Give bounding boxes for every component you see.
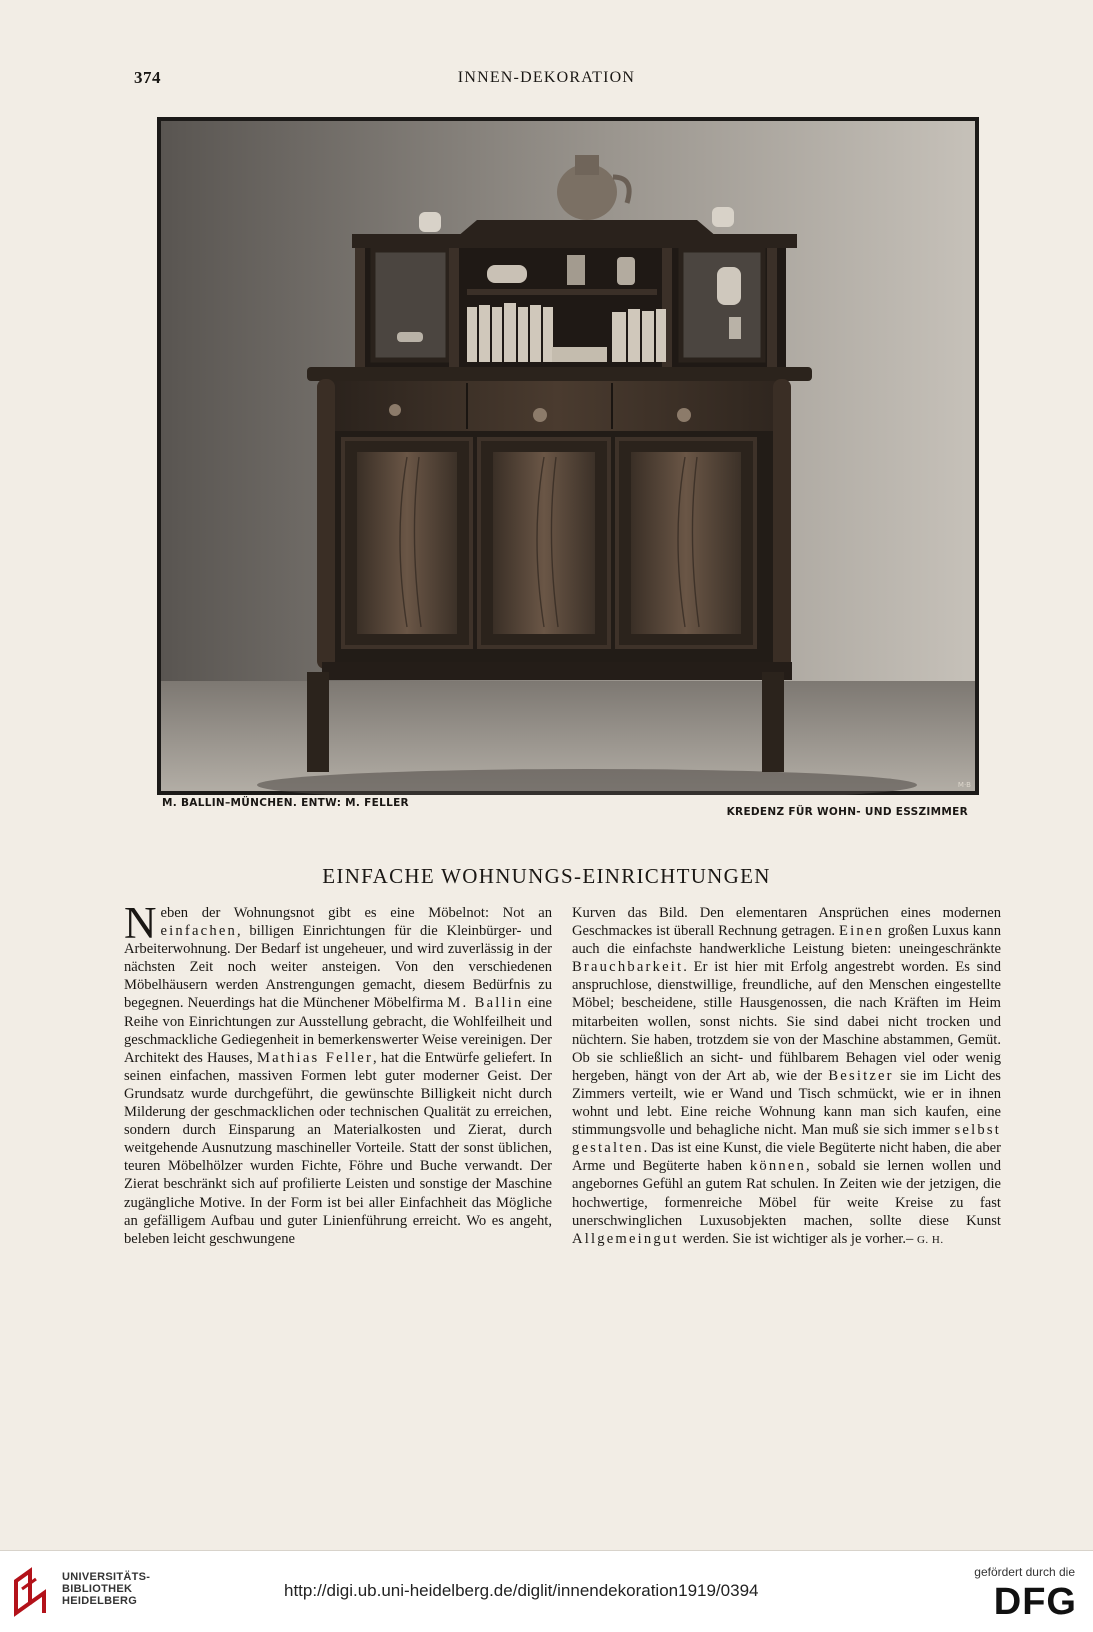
text-run: eben der Wohnungsnot gibt es eine Möbelnot: Not an — [160, 905, 552, 921]
funding-note: gefördert durch die — [974, 1565, 1075, 1579]
article-column-left — [124, 898, 553, 1248]
paragraph — [124, 898, 553, 1248]
drop-cap: N — [124, 898, 157, 948]
photo-signature: M·B — [957, 781, 971, 789]
spaced-emphasis: selbst gestalten — [572, 1122, 1001, 1157]
spaced-emphasis: einfachen — [160, 923, 238, 940]
text-run: , billigen Einrichtungen für die Kleinbürger- und Arbeiterwohnung. Der Bedarf ist ungeheuer, und wird zuverlässig in der nächsten Zeit noch weiter ansteigen. Von den verschiedenen Möbelhäusern werden Anstrengungen gemacht, diesem Bedürfnis zu begegnen. Neuerdings hat die Münchener Möbelfirma — [124, 923, 552, 1012]
library-name-line: BIBLIOTHEK — [62, 1583, 133, 1595]
dfg-logo[interactable]: DFG — [993, 1581, 1077, 1623]
running-head — [0, 68, 1093, 92]
viewer-footer — [0, 1550, 1093, 1632]
cabinet-photograph — [157, 117, 979, 795]
spaced-emphasis: Einen — [838, 923, 884, 940]
text-run: sie im Licht des Zimmers verteilt, wie er Wand und Tisch schmückt, wie er in ihnen wohnt und lebt. Eine reiche Wohnung kann man sich kaufen, eine stimmungsvolle und behagliche nicht. Man muß sie sich immer — [572, 1067, 1001, 1139]
cabinet-illustration — [157, 117, 979, 795]
library-name-line: UNIVERSITÄTS- — [62, 1571, 151, 1583]
text-run: Kurven das Bild. Den elementaren Ansprüchen eines modernen Geschmackes ist überall Rechnung getragen. — [572, 905, 1001, 940]
paragraph — [572, 904, 1001, 1249]
text-run: , hat die Entwürfe geliefert. In seinen einfachen, massiven Formen lebt guter moderner Geist. Der Grundsatz wurde durchgeführt, die gewünschte Billigkeit nicht durch Milderung der geschmacklichen oder technischen Qualität zu erreichen, sondern durch Einsparung an Materialkosten und Zierat, durch weitgehende Ausnutzung maschineller Vorteile. Statt der sonst üblichen, teuren Möbelhölzer wurden Fichte, Föhre und Buche verwandt. Der Zierat beschränkt sich auf profilierte Leisten und sonstige der Maschine zugängliche Motive. In der Form ist bei aller Einfachheit das Mögliche an gefälligem Aufbau und guter Linienführung erreicht. Wo es angeht, beleben leicht geschwungene — [124, 1049, 553, 1247]
text-run: . Er ist hier mit Erfolg angestrebt worden. Es sind anspruchlose, dienstwillige, freundliche, auf den Menschen eingestellte Möbel; bescheidene, stille Hausgenossen, die nach Kräften im Heim mitarbeiten wollen, sonst nichts. Sie sind dabei nicht trocken und nüchtern. Sie haben, trotzdem sie von der Maschine abstammen, Gemüt. Ob sie schließlich an sicht- und fühlbarem Behagen viel oder wenig hergeben, hängt von der Art ab, wie der — [572, 959, 1001, 1084]
library-name-line: HEIDELBERG — [62, 1595, 138, 1607]
spaced-emphasis: Brauchbarkeit — [572, 959, 684, 976]
journal-title: INNEN-DEKORATION — [457, 69, 636, 86]
text-run: eine Reihe von Einrichtungen zur Ausstellung gebracht, die Wohlfeilheit und geschmackliche Gediegenheit in bemerkenswerter Weise vereinigen. Der Architekt des Hauses, — [124, 995, 552, 1066]
permalink-url[interactable]: http://digi.ub.uni-heidelberg.de/diglit/innendekoration1919/0394 — [284, 1581, 759, 1600]
spaced-emphasis: Mathias Feller — [256, 1049, 374, 1066]
university-library-name — [62, 1571, 150, 1607]
text-run: großen Luxus kann auch die einfachste handwerkliche Leistung bieten: uneingeschränkte — [572, 923, 1001, 958]
university-library-logo-icon[interactable] — [10, 1567, 56, 1617]
text-run: , sobald sie lernen wollen und angebornes Gefühl an gutem Rat schulen. In Zeiten wie der jetzigen, die hochwertige, formenreiche Möbel für weite Kreise zu fast unerschwinglichen Luxusobjekten machen, sollte diese Kunst — [572, 1158, 1001, 1229]
text-run: . Das ist eine Kunst, die viele Begüterte nicht haben, die aber Arme und Begüterte haben — [572, 1140, 1001, 1175]
figure-caption: KREDENZ FÜR WOHN- UND ESSZIMMER — [726, 806, 968, 818]
spaced-emphasis: M. Ballin — [447, 995, 524, 1012]
article-title: EINFACHE WOHNUNGS-EINRICHTUNGEN — [322, 864, 771, 888]
author-signature: G. H. — [916, 1233, 944, 1246]
text-run: werden. Sie ist wichtiger als je vorher.– — [678, 1230, 917, 1247]
spaced-emphasis: können — [749, 1158, 807, 1175]
spaced-emphasis: Allgemeingut — [572, 1230, 679, 1247]
spaced-emphasis: Besitzer — [828, 1067, 894, 1084]
article-column-right — [572, 904, 1001, 1249]
page-number: 374 — [134, 68, 161, 87]
figure-credit: M. BALLIN–MÜNCHEN. ENTW: M. FELLER — [162, 797, 409, 809]
